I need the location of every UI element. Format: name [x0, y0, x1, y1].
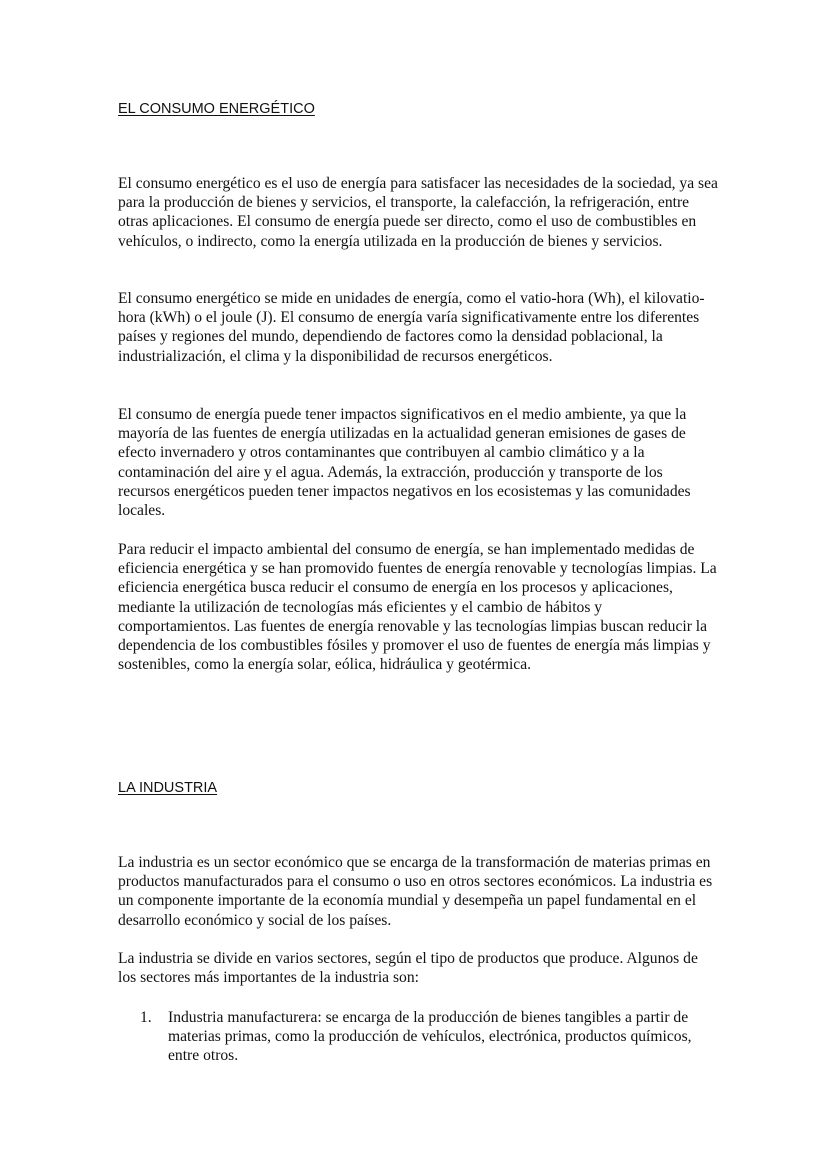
list-item-number: 1. [140, 1009, 152, 1026]
paragraph-industry-1: La industria es un sector económico que se encarga de la transformación de materias primas en productos manufacturados para el consumo o uso en otros sectores económicos. La industria es un componente importante de la economía mundial y desempeña un papel fundamental en el desarrollo económico y social de los países. [118, 854, 713, 929]
paragraph-energy-1: El consumo energético es el uso de energía para satisfacer las necesidades de la sociedad, ya sea para la producción de bienes y servicios, el transporte, la calefacción, la refrigeración, entre otras aplicaciones. El consumo de energía puede ser directo, como el uso de combustibles en vehículos, o indirecto, como la energía utilizada en la producción de bienes y servicios. [118, 175, 718, 250]
section-heading-industry: LA INDUSTRIA [118, 780, 218, 796]
list-item [140, 1008, 720, 1066]
paragraph-energy-4: Para reducir el impacto ambiental del consumo de energía, se han implementado medidas de eficiencia energética y se han promovido fuentes de energía renovable y tecnologías limpias. La eficiencia energética busca reducir el consumo de energía en los procesos y aplicaciones, mediante la utilización de tecnologías más eficientes y el cambio de hábitos y comportamientos. Las fuentes de energía renovable y las tecnologías limpias buscan reducir la dependencia de los combustibles fósiles y promover el uso de fuentes de energía más limpias y sostenibles, como la energía solar, eólica, hidráulica y geotérmica. [118, 541, 717, 674]
paragraph-industry-2: La industria se divide en varios sectores, según el tipo de productos que produce. Algunos de los sectores más importantes de la industria son: [118, 950, 698, 987]
section-heading-energy: EL CONSUMO ENERGÉTICO [118, 101, 315, 117]
paragraph-energy-2: El consumo energético se mide en unidades de energía, como el vatio-hora (Wh), el kilovatio-hora (kWh) o el joule (J). El consumo de energía varía significativamente entre los diferentes países y regiones del mundo, dependiendo de factores como la densidad poblacional, la industrialización, el clima y la disponibilidad de recursos energéticos. [118, 290, 705, 365]
paragraph-energy-3: El consumo de energía puede tener impactos significativos en el medio ambiente, ya que la mayoría de las fuentes de energía utilizadas en la actualidad generan emisiones de gases de efecto invernadero y otros contaminantes que contribuyen al cambio climático y a la contaminación del aire y el agua. Además, la extracción, producción y transporte de los recursos energéticos pueden tener impactos negativos en los ecosistemas y las comunidades locales. [118, 406, 691, 520]
list-item-text: Industria manufacturera: se encarga de la producción de bienes tangibles a partir de materias primas, como la producción de vehículos, electrónica, productos químicos, entre otros. [168, 1009, 692, 1065]
